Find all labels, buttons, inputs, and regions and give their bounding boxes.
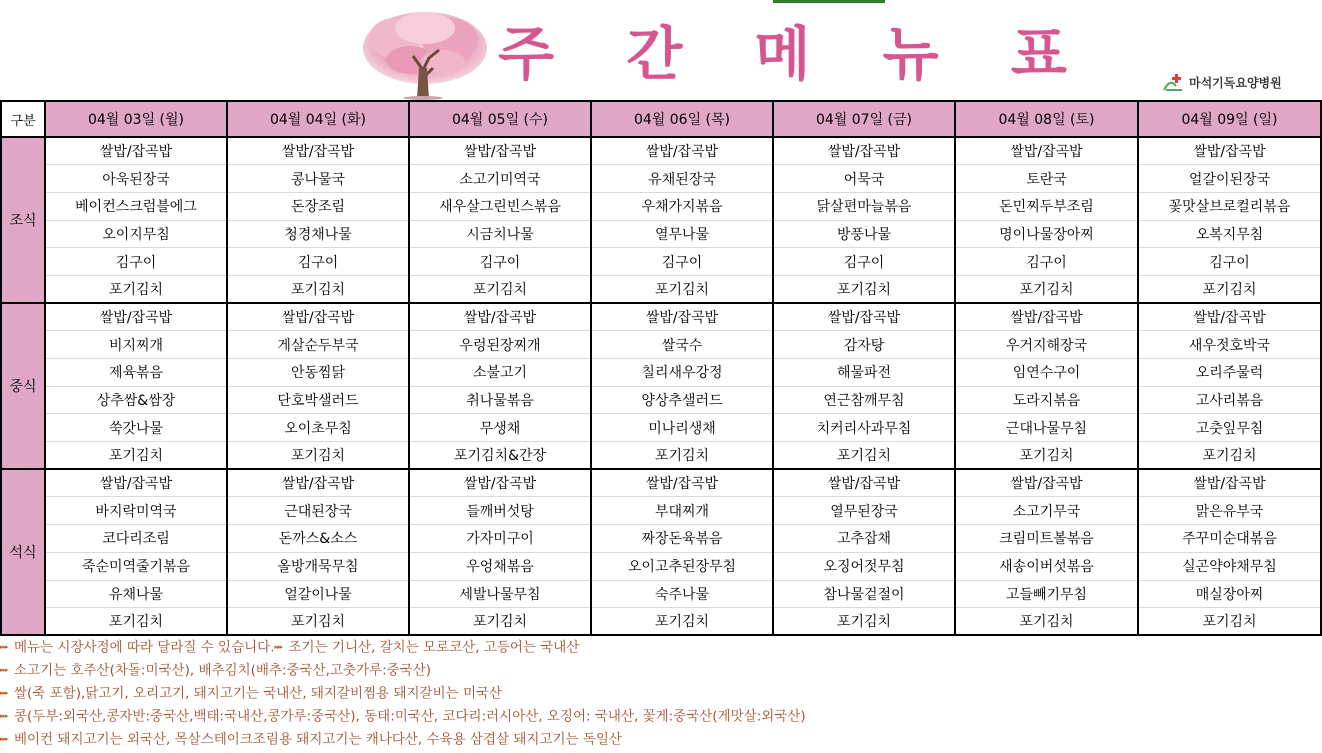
menu-cell: 토란국 [955,165,1138,193]
menu-cell: 명이나물장아찌 [955,220,1138,248]
menu-cell: 새우살그린빈스볶음 [409,192,591,220]
day-header: 04월 07일 (금) [773,101,955,137]
note-bullet-icon: ▸▸▸ [0,689,8,697]
menu-cell: 유채된장국 [591,165,773,193]
menu-cell: 김구이 [955,248,1138,276]
menu-cell: 양상추샐러드 [591,386,773,414]
menu-row [1,165,1321,193]
hospital-cross-icon [1162,72,1186,92]
menu-cell: 포기김치 [409,608,591,636]
day-header: 04월 09일 (일) [1138,101,1321,137]
day-header: 04월 05일 (수) [409,101,591,137]
menu-cell: 김구이 [1138,248,1321,276]
menu-cell: 포기김치 [409,275,591,303]
menu-cell: 청경채나물 [227,220,409,248]
menu-cell: 포기김치 [1138,608,1321,636]
menu-cell: 돈까스&소스 [227,525,409,553]
menu-cell: 포기김치 [773,608,955,636]
menu-cell: 시금치나물 [409,220,591,248]
notes-section [0,636,1322,751]
menu-cell: 상추쌈&쌈장 [45,386,227,414]
menu-cell: 세발나물무침 [409,580,591,608]
menu-cell: 치커리사과무침 [773,414,955,442]
menu-cell: 죽순미역줄기볶음 [45,552,227,580]
menu-cell: 올방개묵무침 [227,552,409,580]
meal-label: 중식 [1,303,45,469]
menu-cell: 포기김치 [45,442,227,470]
menu-row [1,552,1321,580]
note-text: 콩(두부:외국산,콩자반:중국산,백태:국내산,콩가루:중국산), 동태:미국산, 코다리:러시아산, 오징어: 국내산, 꽃게:중국산(게맛살:외국산) [14,708,806,725]
menu-cell: 쌀밥/잡곡밥 [45,469,227,497]
cell-selection-indicator [773,0,885,3]
menu-cell: 열무된장국 [773,497,955,525]
menu-cell: 새송이버섯볶음 [955,552,1138,580]
menu-cell: 오이초무침 [227,414,409,442]
menu-cell: 쌀밥/잡곡밥 [591,469,773,497]
menu-row [1,386,1321,414]
menu-cell: 게살순두부국 [227,331,409,359]
menu-cell: 고추잡채 [773,525,955,553]
menu-cell: 쌀밥/잡곡밥 [955,137,1138,165]
menu-cell: 쌀밥/잡곡밥 [1138,469,1321,497]
menu-cell: 쌀밥/잡곡밥 [773,303,955,331]
note-text: 소고기는 호주산(차돌:미국산), 배추김치(배추:중국산,고춧가루:중국산) [14,662,432,679]
menu-row [1,442,1321,470]
menu-cell: 소불고기 [409,359,591,387]
menu-cell: 쌀밥/잡곡밥 [955,303,1138,331]
menu-cell: 쌀밥/잡곡밥 [955,469,1138,497]
menu-cell: 코다리조림 [45,525,227,553]
menu-cell: 안동찜닭 [227,359,409,387]
note-item [0,728,1322,751]
menu-cell: 쌀밥/잡곡밥 [591,137,773,165]
menu-row [1,331,1321,359]
menu-row [1,303,1321,331]
note-text: 베이컨 돼지고기는 외국산, 목살스테이크조림용 돼지고기는 캐나다산, 수육용 삼겹살 돼지고기는 독일산 [14,731,622,748]
menu-cell: 숙주나물 [591,580,773,608]
menu-row [1,497,1321,525]
menu-row [1,220,1321,248]
menu-cell: 쌀밥/잡곡밥 [227,137,409,165]
menu-cell: 소고기미역국 [409,165,591,193]
menu-cell: 쌀밥/잡곡밥 [773,469,955,497]
meal-label: 석식 [1,469,45,635]
menu-cell: 오징어젓무침 [773,552,955,580]
note-bullet-icon: ▸▸▸ [0,735,8,743]
menu-cell: 쌀밥/잡곡밥 [591,303,773,331]
note-item [0,705,1322,728]
menu-row [1,580,1321,608]
menu-cell: 고춧잎무침 [1138,414,1321,442]
hospital-logo [1162,70,1282,94]
menu-cell: 쌀밥/잡곡밥 [409,303,591,331]
menu-cell: 포기김치 [591,608,773,636]
note-bullet-icon: ▸▸▸ [274,643,283,651]
menu-cell: 닭살편마늘볶음 [773,192,955,220]
menu-cell: 어묵국 [773,165,955,193]
menu-cell: 포기김치 [591,442,773,470]
menu-cell: 오이지무침 [45,220,227,248]
menu-cell: 가자미구이 [409,525,591,553]
menu-cell: 포기김치 [955,275,1138,303]
header-row [1,101,1321,137]
menu-cell: 포기김치 [591,275,773,303]
note-text: 조기는 기니산, 갈치는 모로코산, 고등어는 국내산 [288,639,580,656]
menu-cell: 고사리볶음 [1138,386,1321,414]
menu-cell: 꽃맛살브로컬리볶음 [1138,192,1321,220]
menu-cell: 비지찌개 [45,331,227,359]
note-text: 메뉴는 시장사정에 따라 달라질 수 있습니다. [14,639,275,656]
menu-cell: 김구이 [409,248,591,276]
menu-cell: 김구이 [45,248,227,276]
note-text: 쌀(죽 포함),닭고기, 오리고기, 돼지고기는 국내산, 돼지갈비찜용 돼지갈비는 미국산 [14,685,503,702]
menu-cell: 포기김치 [227,275,409,303]
menu-cell: 포기김치 [955,442,1138,470]
menu-cell: 맑은유부국 [1138,497,1321,525]
meal-label: 조식 [1,137,45,303]
menu-cell: 쌀밥/잡곡밥 [409,469,591,497]
hospital-name: 마석기독요양병원 [1189,75,1282,90]
menu-cell: 포기김치 [45,275,227,303]
menu-cell: 임연수구이 [955,359,1138,387]
menu-cell: 쌀국수 [591,331,773,359]
menu-cell: 포기김치 [955,608,1138,636]
menu-cell: 김구이 [227,248,409,276]
menu-cell: 콩나물국 [227,165,409,193]
day-header: 04월 06일 (목) [591,101,773,137]
note-bullet-icon: ▸▸▸ [0,666,8,674]
menu-cell: 우엉채볶음 [409,552,591,580]
menu-cell: 참나물겉절이 [773,580,955,608]
menu-cell: 우거지해장국 [955,331,1138,359]
menu-cell: 취나물볶음 [409,386,591,414]
menu-row [1,608,1321,636]
note-bullet-icon: ▸▸▸ [0,643,8,651]
menu-cell: 우렁된장찌개 [409,331,591,359]
menu-cell: 고들빼기무침 [955,580,1138,608]
menu-cell: 쌀밥/잡곡밥 [1138,303,1321,331]
menu-cell: 포기김치 [45,608,227,636]
menu-cell: 연근참깨무침 [773,386,955,414]
menu-cell: 열무나물 [591,220,773,248]
header [0,0,1322,100]
menu-cell: 실곤약야채무침 [1138,552,1321,580]
menu-cell: 주꾸미순대볶음 [1138,525,1321,553]
menu-cell: 쌀밥/잡곡밥 [227,469,409,497]
menu-cell: 얼갈이나물 [227,580,409,608]
page-title: 주 간 메 뉴 표 [498,20,1093,88]
menu-cell: 들깨버섯탕 [409,497,591,525]
menu-cell: 근대된장국 [227,497,409,525]
menu-cell: 감자탕 [773,331,955,359]
menu-cell: 오복지무침 [1138,220,1321,248]
menu-row [1,275,1321,303]
menu-cell: 돈장조림 [227,192,409,220]
menu-cell: 베이컨스크럼블에그 [45,192,227,220]
menu-cell: 포기김치 [1138,275,1321,303]
menu-cell: 아욱된장국 [45,165,227,193]
menu-cell: 근대나물무침 [955,414,1138,442]
menu-cell: 김구이 [773,248,955,276]
menu-cell: 칠리새우강정 [591,359,773,387]
menu-cell: 단호박샐러드 [227,386,409,414]
menu-cell: 포기김치 [1138,442,1321,470]
menu-cell: 제육볶음 [45,359,227,387]
menu-cell: 바지락미역국 [45,497,227,525]
menu-cell: 오리주물럭 [1138,359,1321,387]
day-header: 04월 04일 (화) [227,101,409,137]
menu-cell: 포기김치 [227,442,409,470]
menu-cell: 쌀밥/잡곡밥 [773,137,955,165]
menu-row [1,137,1321,165]
menu-row [1,525,1321,553]
menu-cell: 쌀밥/잡곡밥 [1138,137,1321,165]
menu-cell: 쌀밥/잡곡밥 [227,303,409,331]
menu-cell: 쌀밥/잡곡밥 [45,303,227,331]
note-bullet-icon: ▸▸▸ [0,712,8,720]
menu-row [1,248,1321,276]
menu-cell: 우채가지볶음 [591,192,773,220]
cherry-blossom-tree-icon [355,8,495,100]
day-header: 04월 08일 (토) [955,101,1138,137]
day-header: 04월 03일 (월) [45,101,227,137]
menu-cell: 방풍나물 [773,220,955,248]
menu-cell: 무생채 [409,414,591,442]
menu-cell: 쌀밥/잡곡밥 [45,137,227,165]
note-item [0,659,1322,682]
menu-cell: 쑥갓나물 [45,414,227,442]
note-item [0,682,1322,705]
menu-row [1,469,1321,497]
menu-row [1,192,1321,220]
menu-cell: 얼갈이된장국 [1138,165,1321,193]
menu-cell: 소고기무국 [955,497,1138,525]
menu-cell: 돈민찌두부조림 [955,192,1138,220]
note-item [0,636,1322,659]
menu-cell: 크림미트볼볶음 [955,525,1138,553]
menu-cell: 김구이 [591,248,773,276]
menu-row [1,414,1321,442]
menu-cell: 쌀밥/잡곡밥 [409,137,591,165]
menu-row [1,359,1321,387]
menu-cell: 새우젓호박국 [1138,331,1321,359]
menu-cell: 부대찌개 [591,497,773,525]
menu-cell: 포기김치 [227,608,409,636]
menu-cell: 미나리생채 [591,414,773,442]
menu-cell: 매실장아찌 [1138,580,1321,608]
menu-cell: 해물파전 [773,359,955,387]
gubun-header: 구분 [1,101,45,137]
weekly-menu-table [0,100,1322,636]
menu-cell: 포기김치&간장 [409,442,591,470]
menu-cell: 유채나물 [45,580,227,608]
menu-cell: 짜장돈육볶음 [591,525,773,553]
menu-cell: 포기김치 [773,275,955,303]
menu-cell: 오이고추된장무침 [591,552,773,580]
menu-cell: 도라지볶음 [955,386,1138,414]
menu-cell: 포기김치 [773,442,955,470]
